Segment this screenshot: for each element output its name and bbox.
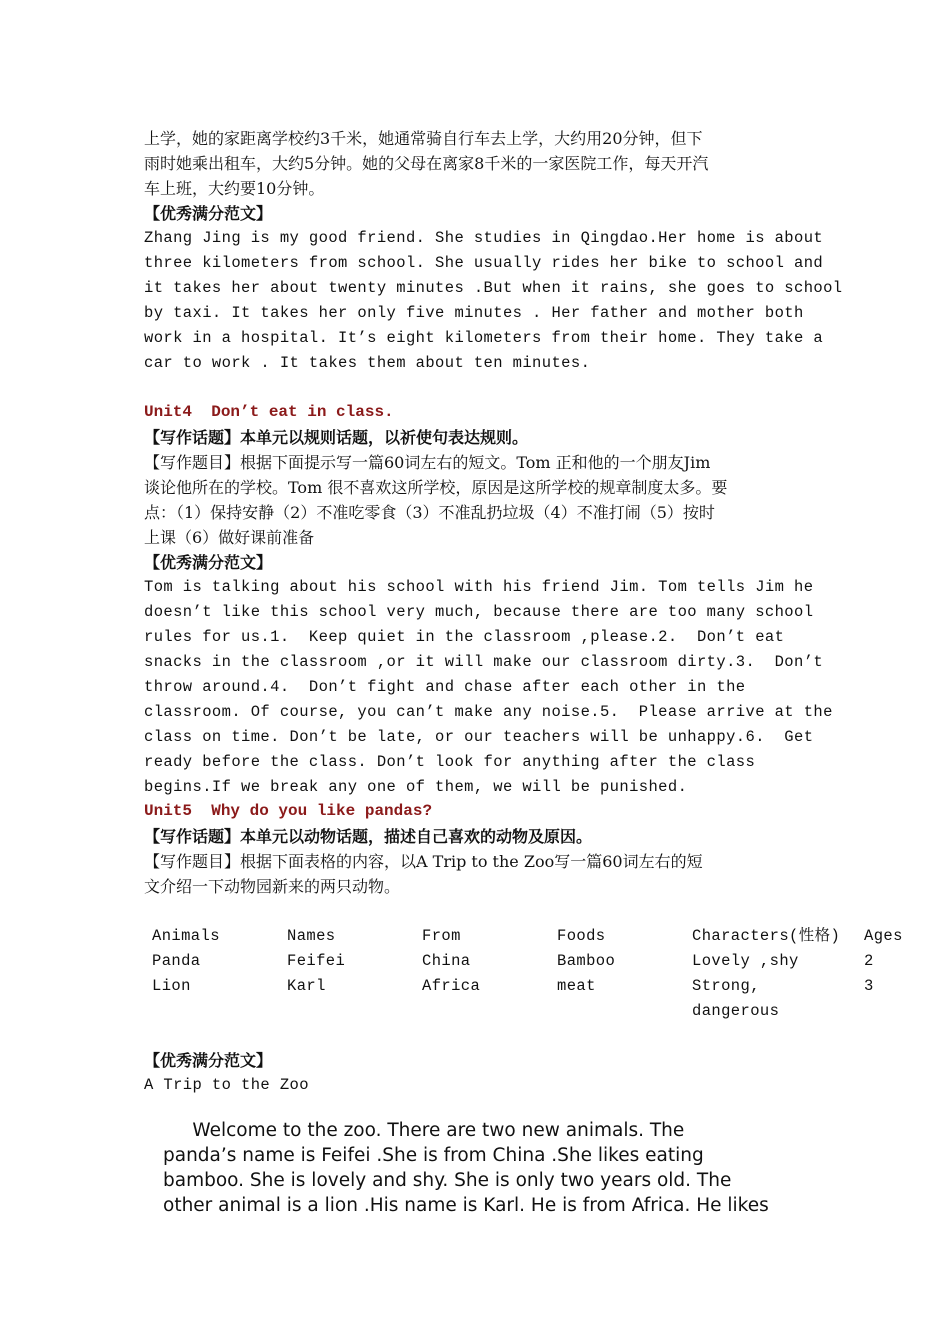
- table-cell: Lovely ,shy: [692, 952, 799, 970]
- table-header-cell: Ages: [864, 927, 903, 945]
- table-header-cell: Foods: [557, 927, 606, 945]
- essay-line: Tom is talking about his school with his friend Jim. Tom tells Jim he: [144, 578, 814, 596]
- unit5-essay-line: other animal is a lion .His name is Karl. He is from Africa. He likes: [163, 1195, 769, 1216]
- table-header-cell: Characters(性格): [692, 927, 841, 945]
- essay-line: class on time. Don’t be late, or our teachers will be unhappy.6. Get: [144, 728, 814, 746]
- table-header-cell: Animals: [152, 927, 220, 945]
- essay-line: classroom. Of course, you can’t make any noise.5. Please arrive at the: [144, 703, 833, 721]
- essay-line: throw around.4. Don’t fight and chase after each other in the: [144, 678, 746, 696]
- table-cell-continuation: dangerous: [692, 1002, 780, 1020]
- table-cell: 2: [864, 952, 874, 970]
- unit4-title: Unit4 Don’t eat in class.: [144, 403, 394, 421]
- intro-line: 上学，她的家距离学校约3千米，她通常骑自行车去上学，大约用20分钟，但下: [144, 129, 703, 148]
- essay-line: Zhang Jing is my good friend. She studies in Qingdao.Her home is about: [144, 229, 824, 247]
- table-cell: Strong,: [692, 977, 760, 995]
- essay-line: car to work . It takes them about ten minutes.: [144, 354, 591, 372]
- unit5-essay-line: panda’s name is Feifei .She is from China .She likes eating: [163, 1145, 704, 1166]
- table-header-cell: Names: [287, 927, 336, 945]
- essay-line: rules for us.1. Keep quiet in the classroom ,please.2. Don’t eat: [144, 628, 785, 646]
- table-header-cell: From: [422, 927, 461, 945]
- essay-line: it takes her about twenty minutes .But when it rains, she goes to school: [144, 279, 843, 297]
- essay-line: work in a hospital. It’s eight kilometers from their home. They take a: [144, 329, 824, 347]
- table-cell: Karl: [287, 977, 326, 995]
- table-cell: Feifei: [287, 952, 346, 970]
- unit4-model-heading: 【优秀满分范文】: [144, 553, 273, 572]
- table-cell: meat: [557, 977, 596, 995]
- essay-line: doesn’t like this school very much, because there are too many school: [144, 603, 814, 621]
- table-cell: Lion: [152, 977, 191, 995]
- essay-line: by taxi. It takes her only five minutes . Her father and mother both: [144, 304, 804, 322]
- essay-line: ready before the class. Don’t look for anything after the class: [144, 753, 756, 771]
- unit5-topic: 【写作话题】本单元以动物话题，描述自己喜欢的动物及原因。: [144, 827, 593, 846]
- table-cell: 3: [864, 977, 874, 995]
- model-essay-heading: 【优秀满分范文】: [144, 204, 273, 223]
- unit4-task-line: 谈论他所在的学校。Tom 很不喜欢这所学校，原因是这所学校的规章制度太多。要: [144, 478, 728, 497]
- unit5-task-line: 【写作题目】根据下面表格的内容，以A Trip to the Zoo写一篇60词左右的短: [144, 852, 703, 871]
- table-cell: Bamboo: [557, 952, 616, 970]
- table-cell: Panda: [152, 952, 201, 970]
- unit5-title: Unit5 Why do you like pandas?: [144, 802, 433, 820]
- unit5-essay-line: bamboo. She is lovely and shy. She is only two years old. The: [163, 1170, 732, 1191]
- unit5-essay-line: Welcome to the zoo. There are two new animals. The: [163, 1120, 685, 1141]
- essay-line: begins.If we break any one of them, we will be punished.: [144, 778, 688, 796]
- table-cell: China: [422, 952, 471, 970]
- unit4-task-line: 点：（1）保持安静（2）不准吃零食（3）不准乱扔垃圾（4）不准打闹（5）按时: [144, 503, 715, 522]
- unit4-task-line: 上课（6）做好课前准备: [144, 528, 315, 547]
- table-cell: Africa: [422, 977, 481, 995]
- essay-line: three kilometers from school. She usually rides her bike to school and: [144, 254, 824, 272]
- unit4-topic: 【写作话题】本单元以规则话题，以祈使句表达规则。: [144, 428, 529, 447]
- unit5-essay-title: A Trip to the Zoo: [144, 1076, 309, 1094]
- unit4-task-line: 【写作题目】根据下面提示写一篇60词左右的短文。Tom 正和他的一个朋友Jim: [144, 453, 711, 472]
- essay-line: snacks in the classroom ,or it will make our classroom dirty.3. Don’t: [144, 653, 824, 671]
- unit5-task-line: 文介绍一下动物园新来的两只动物。: [144, 877, 401, 896]
- intro-line: 车上班，大约要10分钟。: [144, 179, 325, 198]
- unit5-model-heading: 【优秀满分范文】: [144, 1051, 273, 1070]
- intro-line: 雨时她乘出租车，大约5分钟。她的父母在离家8千米的一家医院工作，每天开汽: [144, 154, 709, 173]
